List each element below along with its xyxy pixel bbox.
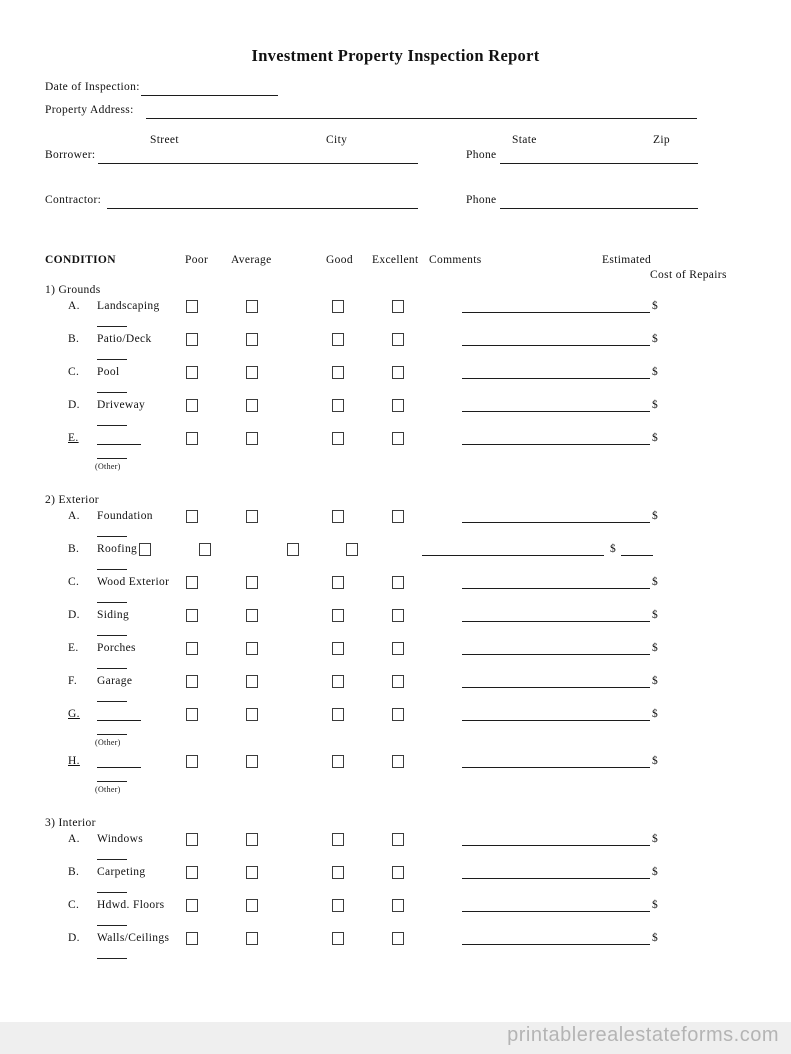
checkbox-exterior-d-good[interactable] (332, 609, 344, 622)
checkbox-exterior-d-excellent[interactable] (392, 609, 404, 622)
dollar-sign-exterior-b: $ (610, 543, 616, 555)
checkbox-exterior-f-poor[interactable] (186, 675, 198, 688)
item-letter-grounds-b: B. (68, 333, 80, 345)
other-caption-grounds-e: (Other) (95, 462, 121, 471)
label-sub-line-exterior-g (97, 734, 127, 735)
checkbox-exterior-a-average[interactable] (246, 510, 258, 523)
item-label-grounds-d: Driveway (97, 399, 146, 411)
other-caption-exterior-g: (Other) (95, 738, 121, 747)
checkbox-interior-d-excellent[interactable] (392, 932, 404, 945)
checkbox-exterior-h-average[interactable] (246, 755, 258, 768)
checkbox-interior-b-excellent[interactable] (392, 866, 404, 879)
section-header-interior: 3) Interior (45, 817, 96, 829)
comments-field-interior-c[interactable] (462, 911, 650, 912)
item-letter-grounds-c: C. (68, 366, 80, 378)
checkbox-exterior-c-average[interactable] (246, 576, 258, 589)
dollar-sign-interior-d: $ (652, 932, 658, 944)
label-sub-line-exterior-h (97, 781, 127, 782)
item-letter-exterior-b: B. (68, 543, 80, 555)
checkbox-exterior-c-poor[interactable] (186, 576, 198, 589)
dollar-sign-exterior-f: $ (652, 675, 658, 687)
checkbox-grounds-d-average[interactable] (246, 399, 258, 412)
label-sub-line-exterior-f (97, 701, 127, 702)
checkbox-exterior-b-average[interactable] (199, 543, 211, 556)
checkbox-exterior-b-poor[interactable] (139, 543, 151, 556)
dollar-sign-exterior-g: $ (652, 708, 658, 720)
comments-field-grounds-d[interactable] (462, 411, 650, 412)
label-sub-line-grounds-a (97, 326, 127, 327)
checkbox-exterior-h-excellent[interactable] (392, 755, 404, 768)
comments-field-exterior-d[interactable] (462, 621, 650, 622)
item-label-grounds-c: Pool (97, 366, 120, 378)
item-letter-exterior-e: E. (68, 642, 79, 654)
checkbox-interior-a-average[interactable] (246, 833, 258, 846)
comments-field-exterior-h[interactable] (462, 767, 650, 768)
comments-field-grounds-b[interactable] (462, 345, 650, 346)
item-label-grounds-a: Landscaping (97, 300, 160, 312)
checkbox-interior-b-average[interactable] (246, 866, 258, 879)
checkbox-exterior-b-good[interactable] (287, 543, 299, 556)
checkbox-exterior-a-excellent[interactable] (392, 510, 404, 523)
checkbox-exterior-h-poor[interactable] (186, 755, 198, 768)
checkbox-interior-a-poor[interactable] (186, 833, 198, 846)
dollar-sign-grounds-b: $ (652, 333, 658, 345)
checkbox-grounds-d-excellent[interactable] (392, 399, 404, 412)
checkbox-grounds-c-poor[interactable] (186, 366, 198, 379)
checkbox-grounds-a-poor[interactable] (186, 300, 198, 313)
column-header-poor: Poor (185, 254, 209, 266)
other-label-field-exterior-h[interactable] (97, 767, 141, 768)
section-header-grounds: 1) Grounds (45, 284, 101, 296)
item-letter-exterior-f: F. (68, 675, 78, 687)
checkbox-exterior-f-good[interactable] (332, 675, 344, 688)
checkbox-exterior-f-average[interactable] (246, 675, 258, 688)
comments-field-exterior-a[interactable] (462, 522, 650, 523)
comments-field-interior-d[interactable] (462, 944, 650, 945)
checkbox-grounds-c-excellent[interactable] (392, 366, 404, 379)
checkbox-interior-a-good[interactable] (332, 833, 344, 846)
label-sub-line-grounds-d (97, 425, 127, 426)
checkbox-exterior-e-good[interactable] (332, 642, 344, 655)
item-label-interior-a: Windows (97, 833, 144, 845)
page-title: Investment Property Inspection Report (251, 46, 540, 65)
label-sub-line-exterior-b (97, 569, 127, 570)
other-caption-exterior-h: (Other) (95, 785, 121, 794)
item-label-interior-b: Carpeting (97, 866, 146, 878)
checkbox-grounds-e-average[interactable] (246, 432, 258, 445)
item-label-exterior-a: Foundation (97, 510, 153, 522)
item-label-interior-d: Walls/Ceilings (97, 932, 170, 944)
zip-caption: Zip (653, 134, 671, 146)
item-label-exterior-b: Roofing (97, 543, 138, 555)
label-sub-line-exterior-a (97, 536, 127, 537)
checkbox-exterior-e-excellent[interactable] (392, 642, 404, 655)
other-label-field-exterior-g[interactable] (97, 720, 141, 721)
checkbox-exterior-a-good[interactable] (332, 510, 344, 523)
column-header-comments: Comments (429, 254, 482, 266)
footer-bar (0, 1022, 791, 1054)
dollar-sign-grounds-a: $ (652, 300, 658, 312)
label-sub-line-interior-a (97, 859, 127, 860)
checkbox-interior-c-poor[interactable] (186, 899, 198, 912)
column-header-good: Good (326, 254, 353, 266)
checkbox-exterior-f-excellent[interactable] (392, 675, 404, 688)
item-label-exterior-e: Porches (97, 642, 136, 654)
comments-field-exterior-g[interactable] (462, 720, 650, 721)
checkbox-grounds-d-poor[interactable] (186, 399, 198, 412)
dollar-sign-exterior-c: $ (652, 576, 658, 588)
checkbox-exterior-b-excellent[interactable] (346, 543, 358, 556)
watermark-text: printablerealestateforms.com (507, 1024, 779, 1046)
comments-field-exterior-f[interactable] (462, 687, 650, 688)
dollar-sign-interior-b: $ (652, 866, 658, 878)
label-sub-line-exterior-d (97, 635, 127, 636)
item-letter-interior-a: A. (68, 833, 80, 845)
checkbox-grounds-b-average[interactable] (246, 333, 258, 346)
comments-field-interior-a[interactable] (462, 845, 650, 846)
item-label-exterior-f: Garage (97, 675, 133, 687)
item-label-exterior-c: Wood Exterior (97, 576, 170, 588)
item-letter-exterior-a: A. (68, 510, 80, 522)
date-of-inspection-label: Date of Inspection: (45, 81, 140, 93)
checkbox-exterior-g-good[interactable] (332, 708, 344, 721)
item-letter-exterior-g: G. (68, 708, 80, 720)
label-sub-line-grounds-e (97, 458, 127, 459)
checkbox-interior-c-good[interactable] (332, 899, 344, 912)
column-header-average: Average (231, 254, 272, 266)
item-letter-grounds-a: A. (68, 300, 80, 312)
checkbox-grounds-b-good[interactable] (332, 333, 344, 346)
column-header-estimated: Estimated (602, 254, 652, 266)
checkbox-interior-d-average[interactable] (246, 932, 258, 945)
comments-field-grounds-e[interactable] (462, 444, 650, 445)
section-header-exterior: 2) Exterior (45, 494, 99, 506)
checkbox-grounds-b-excellent[interactable] (392, 333, 404, 346)
checkbox-exterior-h-good[interactable] (332, 755, 344, 768)
label-sub-line-interior-b (97, 892, 127, 893)
label-sub-line-exterior-e (97, 668, 127, 669)
checkbox-interior-b-poor[interactable] (186, 866, 198, 879)
label-sub-line-interior-c (97, 925, 127, 926)
checkbox-grounds-d-good[interactable] (332, 399, 344, 412)
dollar-sign-exterior-h: $ (652, 755, 658, 767)
checkbox-exterior-g-average[interactable] (246, 708, 258, 721)
checkbox-exterior-e-poor[interactable] (186, 642, 198, 655)
contractor-phone-field[interactable] (500, 208, 698, 209)
checkbox-grounds-e-poor[interactable] (186, 432, 198, 445)
checkbox-exterior-g-poor[interactable] (186, 708, 198, 721)
column-header-excellent: Excellent (372, 254, 419, 266)
label-sub-line-grounds-c (97, 392, 127, 393)
borrower-field[interactable] (98, 163, 418, 164)
street-caption: Street (150, 134, 179, 146)
cost-of-repairs-field-exterior-b[interactable] (621, 555, 653, 556)
column-header-cost-of-repairs: Cost of Repairs (650, 269, 727, 281)
contractor-phone-label: Phone (466, 194, 497, 206)
borrower-phone-field[interactable] (500, 163, 698, 164)
item-letter-interior-b: B. (68, 866, 80, 878)
property-address-field[interactable] (146, 118, 697, 119)
label-sub-line-grounds-b (97, 359, 127, 360)
contractor-label: Contractor: (45, 194, 102, 206)
checkbox-grounds-e-excellent[interactable] (392, 432, 404, 445)
borrower-label: Borrower: (45, 149, 96, 161)
item-letter-grounds-d: D. (68, 399, 80, 411)
checkbox-grounds-a-excellent[interactable] (392, 300, 404, 313)
checkbox-exterior-d-average[interactable] (246, 609, 258, 622)
other-label-field-grounds-e[interactable] (97, 444, 141, 445)
checkbox-grounds-a-average[interactable] (246, 300, 258, 313)
label-sub-line-interior-d (97, 958, 127, 959)
comments-field-exterior-e[interactable] (462, 654, 650, 655)
dollar-sign-grounds-c: $ (652, 366, 658, 378)
borrower-phone-label: Phone (466, 149, 497, 161)
checkbox-grounds-e-good[interactable] (332, 432, 344, 445)
checkbox-grounds-a-good[interactable] (332, 300, 344, 313)
checkbox-interior-c-excellent[interactable] (392, 899, 404, 912)
contractor-field[interactable] (107, 208, 418, 209)
checkbox-exterior-g-excellent[interactable] (392, 708, 404, 721)
item-letter-interior-c: C. (68, 899, 80, 911)
checkbox-grounds-b-poor[interactable] (186, 333, 198, 346)
dollar-sign-exterior-d: $ (652, 609, 658, 621)
checkbox-exterior-d-poor[interactable] (186, 609, 198, 622)
property-address-label: Property Address: (45, 104, 134, 116)
checkbox-exterior-c-good[interactable] (332, 576, 344, 589)
checkbox-exterior-c-excellent[interactable] (392, 576, 404, 589)
state-caption: State (512, 134, 537, 146)
dollar-sign-exterior-e: $ (652, 642, 658, 654)
dollar-sign-exterior-a: $ (652, 510, 658, 522)
comments-field-grounds-c[interactable] (462, 378, 650, 379)
comments-field-exterior-b[interactable] (422, 555, 604, 556)
dollar-sign-interior-c: $ (652, 899, 658, 911)
dollar-sign-grounds-e: $ (652, 432, 658, 444)
checkbox-interior-d-good[interactable] (332, 932, 344, 945)
city-caption: City (326, 134, 348, 146)
checkbox-exterior-a-poor[interactable] (186, 510, 198, 523)
item-letter-exterior-c: C. (68, 576, 80, 588)
item-letter-exterior-d: D. (68, 609, 80, 621)
dollar-sign-interior-a: $ (652, 833, 658, 845)
item-letter-grounds-e: E. (68, 432, 79, 444)
label-sub-line-exterior-c (97, 602, 127, 603)
checkbox-exterior-e-average[interactable] (246, 642, 258, 655)
checkbox-grounds-c-good[interactable] (332, 366, 344, 379)
item-label-grounds-b: Patio/Deck (97, 333, 152, 345)
checkbox-interior-a-excellent[interactable] (392, 833, 404, 846)
dollar-sign-grounds-d: $ (652, 399, 658, 411)
checkbox-interior-b-good[interactable] (332, 866, 344, 879)
checkbox-interior-c-average[interactable] (246, 899, 258, 912)
item-letter-interior-d: D. (68, 932, 80, 944)
condition-header: CONDITION (45, 254, 116, 266)
item-letter-exterior-h: H. (68, 755, 80, 767)
item-label-interior-c: Hdwd. Floors (97, 899, 165, 911)
item-label-exterior-d: Siding (97, 609, 130, 621)
comments-field-interior-b[interactable] (462, 878, 650, 879)
comments-field-grounds-a[interactable] (462, 312, 650, 313)
checkbox-interior-d-poor[interactable] (186, 932, 198, 945)
checkbox-grounds-c-average[interactable] (246, 366, 258, 379)
date-of-inspection-field[interactable] (141, 95, 278, 96)
comments-field-exterior-c[interactable] (462, 588, 650, 589)
